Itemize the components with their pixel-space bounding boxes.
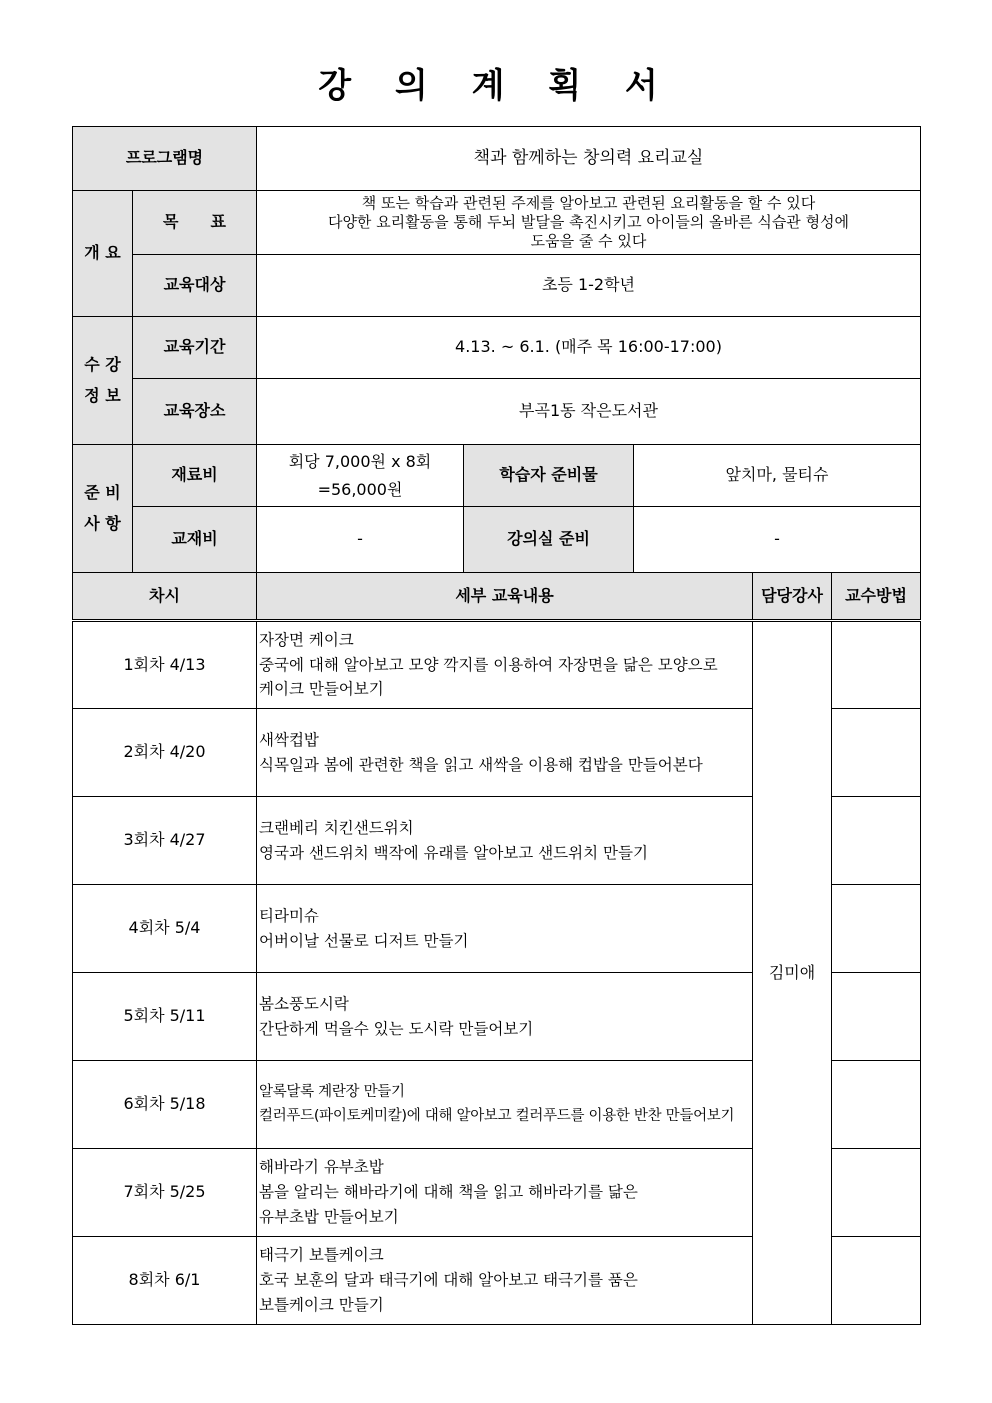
content-line: 간단하게 먹을수 있는 도시락 만들어보기 [259,1019,534,1038]
content-line: 봄소풍도시락 [259,994,349,1013]
textbook-cost-label: 교재비 [133,507,257,573]
session-cell: 4회차 5/4 [73,885,257,973]
session-cell: 5회차 5/11 [73,973,257,1061]
goal-line: 도움을 줄 수 있다 [530,231,647,250]
method-cell [832,621,921,709]
session-cell: 1회차 4/13 [73,621,257,709]
content-line: 중국에 대해 알아보고 모양 깍지를 이용하여 자장면을 닮은 모양으로 [259,655,718,674]
goal-line: 책 또는 학습과 관련된 주제를 알아보고 관련된 요리활동을 할 수 있다 [361,194,816,213]
period-label: 교육기간 [133,317,257,379]
method-cell [832,1149,921,1237]
material-cost-line: =56,000원 [317,479,403,499]
content-line: 알록달록 계란장 만들기 [259,1084,405,1101]
session-cell: 3회차 4/27 [73,797,257,885]
preparation-label-line: 준 비 [84,483,121,503]
header-method: 교수방법 [832,573,921,621]
content-line: 컬러푸드(파이토케미칼)에 대해 알아보고 컬러푸드를 이용한 반찬 만들어보기 [259,1107,735,1124]
enrollment-label-line: 수 강 [84,355,121,375]
header-content: 세부 교육내용 [257,573,753,621]
content-line: 어버이날 선물로 디저트 만들기 [259,931,469,950]
session-cell: 8회차 6/1 [73,1237,257,1325]
classroom-prep-label: 강의실 준비 [464,507,634,573]
content-cell [257,885,753,973]
content-line: 새싹컵밥 [259,730,319,749]
content-line: 식목일과 봄에 관련한 책을 읽고 새싹을 이용해 컵밥을 만들어본다 [259,755,703,774]
header-session: 차시 [73,573,257,621]
session-cell: 7회차 5/25 [73,1149,257,1237]
period-value: 4.13. ~ 6.1. (매주 목 16:00-17:00) [257,317,921,379]
content-cell [257,621,753,709]
place-value: 부곡1동 작은도서관 [257,379,921,445]
lecture-plan-table [72,126,921,1325]
enrollment-label-line: 정 보 [84,385,121,405]
goal-value [257,191,921,255]
session-cell: 2회차 4/20 [73,709,257,797]
enrollment-label [73,317,133,445]
method-cell [832,1061,921,1149]
content-line: 태극기 보틀케이크 [259,1246,384,1265]
content-cell [257,1061,753,1149]
material-cost-line: 회당 7,000원 x 8회 [288,452,432,472]
program-name-value: 책과 함께하는 창의력 요리교실 [257,127,921,191]
learner-supplies-value: 앞치마, 물티슈 [634,445,921,507]
content-line: 자장면 케이크 [259,630,354,649]
overview-label: 개 요 [73,191,133,317]
place-label: 교육장소 [133,379,257,445]
method-cell [832,973,921,1061]
content-line: 해바라기 유부초밥 [259,1158,384,1177]
content-line: 영국과 샌드위치 백작에 유래를 알아보고 샌드위치 만들기 [259,843,648,862]
method-cell [832,885,921,973]
content-line: 유부초밥 만들어보기 [259,1207,399,1226]
content-cell [257,797,753,885]
method-cell [832,709,921,797]
content-line: 크랜베리 치킨샌드위치 [259,818,414,837]
material-cost-label: 재료비 [133,445,257,507]
page-title: 강 의 계 획 서 [318,66,674,106]
header-instructor: 담당강사 [753,573,832,621]
session-cell: 6회차 5/18 [73,1061,257,1149]
textbook-cost-value: - [257,507,464,573]
content-cell [257,709,753,797]
classroom-prep-value: - [634,507,921,573]
content-cell [257,1237,753,1325]
content-line: 케이크 만들어보기 [259,680,384,699]
program-name-label: 프로그램명 [73,127,257,191]
learner-supplies-label: 학습자 준비물 [464,445,634,507]
instructor-cell: 김미애 [753,621,832,1325]
material-cost-value [257,445,464,507]
method-cell [832,1237,921,1325]
content-line: 호국 보훈의 달과 태극기에 대해 알아보고 태극기를 품은 [259,1271,638,1290]
preparation-label [73,445,133,573]
content-line: 봄을 알리는 해바라기에 대해 책을 읽고 해바라기를 닮은 [259,1183,638,1202]
preparation-label-line: 사 항 [84,513,121,533]
content-line: 보틀케이크 만들기 [259,1295,384,1314]
content-line: 티라미슈 [259,906,319,925]
goal-line: 다양한 요리활동을 통해 두뇌 발달을 촉진시키고 아이들의 올바른 식습관 형성에 [327,213,850,232]
method-cell [832,797,921,885]
target-value: 초등 1-2학년 [257,255,921,317]
content-cell [257,973,753,1061]
target-label: 교육대상 [133,255,257,317]
goal-label: 목 표 [133,191,257,255]
content-cell [257,1149,753,1237]
